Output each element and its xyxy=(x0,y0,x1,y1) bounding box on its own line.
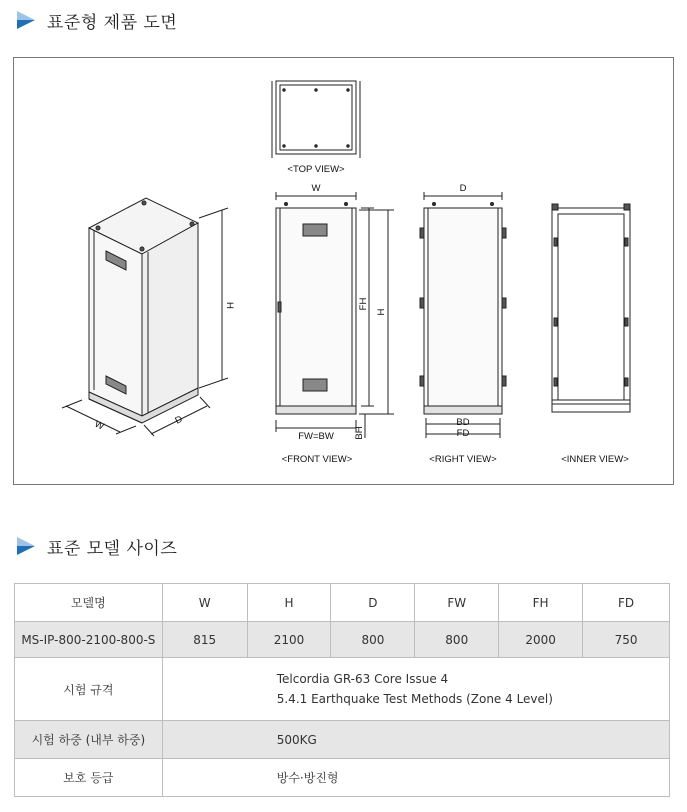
front-fh-label: FH xyxy=(358,297,369,311)
header-h: H xyxy=(247,584,331,622)
test-standard-label: 시험 규격 xyxy=(15,658,163,721)
cabinet-drawing-svg xyxy=(14,58,673,484)
test-standard-line-1: Telcordia GR-63 Core Issue 4 xyxy=(276,672,449,686)
protection-grade-value: 방수·방진형 xyxy=(162,759,669,797)
table-row xyxy=(15,759,670,797)
iso-width-label: W xyxy=(92,418,106,433)
fh-value-cell: 2000 xyxy=(499,622,583,658)
size-section-header xyxy=(15,531,177,561)
size-section-title: 표준 모델 사이즈 xyxy=(47,538,178,559)
iso-depth-label: D xyxy=(173,413,185,427)
fw-value-cell: 800 xyxy=(415,622,499,658)
inner-view-drawing xyxy=(552,204,630,412)
table-row xyxy=(15,622,670,658)
header-fw: FW xyxy=(415,584,499,622)
test-standard-value xyxy=(162,658,669,721)
table-row xyxy=(15,721,670,759)
protection-grade-label: 보호 등급 xyxy=(15,759,163,797)
fd-value-cell: 750 xyxy=(583,622,670,658)
drawing-section-header xyxy=(15,5,177,35)
inner-view-label: <INNER VIEW> xyxy=(561,454,629,465)
front-h-label: H xyxy=(376,308,387,316)
w-value-cell: 815 xyxy=(162,622,247,658)
header-model: 모델명 xyxy=(15,584,163,622)
table-row xyxy=(15,658,670,721)
d-value-cell: 800 xyxy=(331,622,415,658)
h-value-cell: 2100 xyxy=(247,622,331,658)
front-view-label: <FRONT VIEW> xyxy=(281,454,353,465)
model-size-table xyxy=(14,583,670,797)
header-d: D xyxy=(331,584,415,622)
front-bh-label: BH xyxy=(354,426,365,440)
product-drawing xyxy=(13,57,674,485)
top-view-drawing xyxy=(272,81,360,158)
front-width-label: W xyxy=(311,183,321,194)
test-load-value: 500KG xyxy=(162,721,669,759)
isometric-cabinet-drawing xyxy=(62,198,228,436)
triangle-flag-icon xyxy=(15,9,37,31)
top-view-label: <TOP VIEW> xyxy=(287,164,345,175)
iso-height-label: H xyxy=(224,302,235,309)
header-fd: FD xyxy=(583,584,670,622)
right-fd-label: FD xyxy=(456,428,470,439)
front-fw-bw-label: FW=BW xyxy=(298,431,334,442)
right-bd-label: BD xyxy=(456,417,470,428)
right-view-drawing xyxy=(420,192,506,438)
model-name-cell: MS-IP-800-2100-800-S xyxy=(15,622,163,658)
header-fh: FH xyxy=(499,584,583,622)
triangle-flag-icon xyxy=(15,535,37,557)
test-standard-line-2: 5.4.1 Earthquake Test Methods (Zone 4 Level) xyxy=(276,692,553,706)
header-w: W xyxy=(162,584,247,622)
test-load-label: 시험 하중 (내부 하중) xyxy=(15,721,163,759)
right-depth-label: D xyxy=(459,183,467,194)
table-header-row xyxy=(15,584,670,622)
drawing-section-title: 표준형 제품 도면 xyxy=(47,12,178,33)
right-view-label: <RIGHT VIEW> xyxy=(429,454,497,465)
